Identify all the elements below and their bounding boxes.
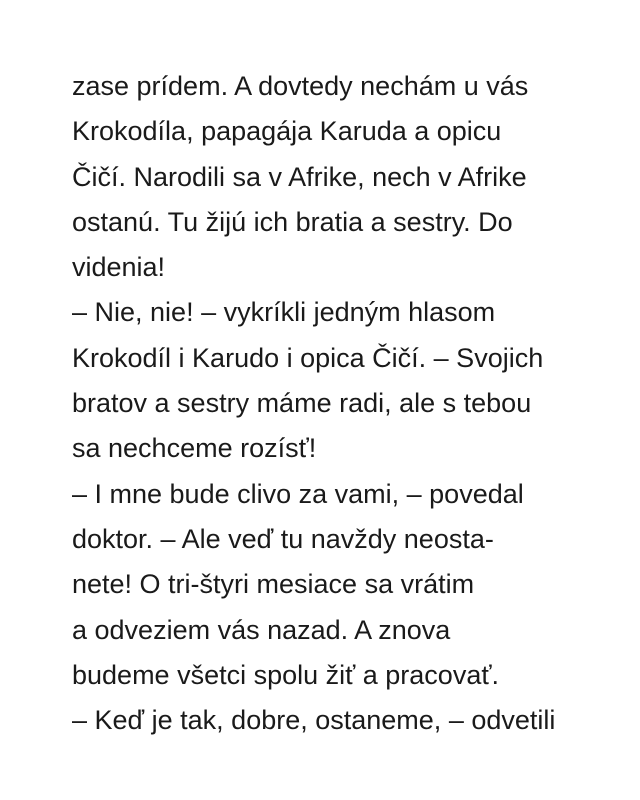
text-line: Čičí. Narodili sa v Afrike, nech v Afrike xyxy=(72,161,527,192)
text-line: doktor. – Ale veď tu navždy neosta- xyxy=(72,523,494,554)
text-line: – Nie, nie! – vykríkli jedným hlasom xyxy=(72,297,496,328)
text-line: a odveziem vás nazad. A znova xyxy=(72,614,451,645)
text-line: ostanú. Tu žijú ich bratia a sestry. Do xyxy=(72,206,513,237)
text-line: nete! O tri-štyri mesiace sa vrátim xyxy=(72,569,475,600)
text-line: zase prídem. A dovtedy nechám u vás xyxy=(72,71,529,101)
text-line: – I mne bude clivo za vami, – povedal xyxy=(72,478,524,509)
text-line: Krokodíl i Karudo i opica Čičí. – Svojich xyxy=(72,342,544,373)
text-line: – Keď je tak, dobre, ostaneme, – odvetili xyxy=(72,705,556,736)
text-line: videnia! xyxy=(72,252,166,283)
text-line: Krokodíla, papagája Karuda a opicu xyxy=(72,116,502,147)
text-line: sa nechceme rozísť! xyxy=(72,433,317,464)
page-text xyxy=(72,64,582,743)
text-line: budeme všetci spolu žiť a pracovať. xyxy=(72,659,499,690)
text-line: bratov a sestry máme radi, ale s tebou xyxy=(72,388,532,419)
